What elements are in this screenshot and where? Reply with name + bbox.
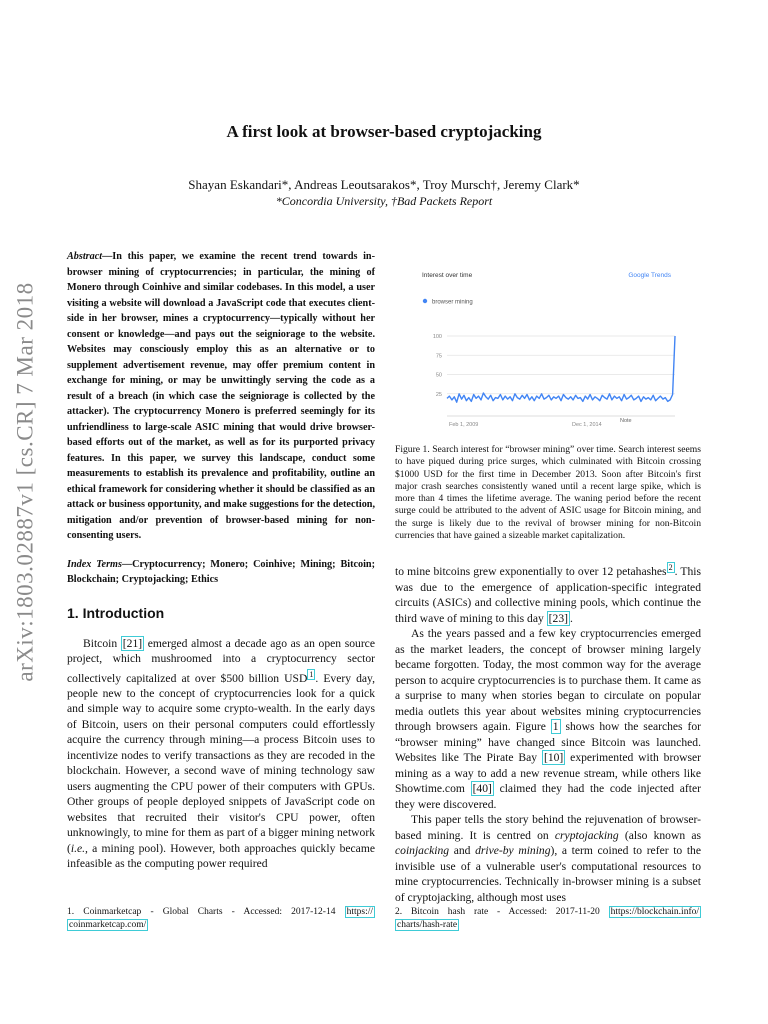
figure-link[interactable]: 1 bbox=[552, 720, 559, 734]
citation-link[interactable]: [23] bbox=[548, 611, 568, 625]
abstract bbox=[67, 249, 375, 544]
body-text: and bbox=[449, 844, 476, 858]
citation-link[interactable]: [40] bbox=[472, 782, 492, 796]
footnote-1 bbox=[67, 906, 375, 931]
body-paragraph bbox=[395, 626, 701, 812]
index-terms bbox=[67, 557, 375, 588]
intro-paragraph bbox=[67, 636, 375, 872]
figure-caption: Figure 1. Search interest for “browser mining” over time. Search interest seems to have piqued during price surges, which culminated with Bitcoin crossing $1000 USD for the first time in December 2013. Soon after Bitcoin's first major crash searches consistently waned until a recent large spike, which is more than 4 times the lifetime average. The waning period before the recent surge could be attributed to the advent of ASIC usage for Bitcoin mining, and the surge is likely due to the revival of browser mining for non-Bitcoin currencies that have gained a sizeable market capitalization. bbox=[395, 444, 701, 542]
footnote-2 bbox=[395, 906, 701, 931]
index-terms-label: Index Terms bbox=[67, 558, 122, 570]
body-paragraph bbox=[395, 560, 701, 626]
x-tick-label: Feb 1, 2009 bbox=[449, 422, 479, 428]
body-text: . bbox=[570, 611, 573, 625]
y-tick-label: 25 bbox=[435, 391, 442, 398]
legend-label: browser mining bbox=[432, 299, 473, 306]
arxiv-identifier: arXiv:1803.02887v1 [cs.CR] 7 Mar 2018 bbox=[13, 282, 38, 682]
x-tick-label: Dec 1, 2014 bbox=[572, 422, 602, 428]
right-body bbox=[395, 560, 701, 905]
footnote-url[interactable]: charts/hash-rate bbox=[397, 919, 458, 930]
footnote-link[interactable]: 2 bbox=[668, 563, 673, 573]
intro-text: . Every day, people new to the concept of cryptocurrencies look for a quick and simple way to acquire some crypto-wealth. In the early days of Bitcoin, users on their personal computers could effortlessly acquire the currency through mining—a process Bitcoin uses to incentivize nodes to verify transactions as they are recoded in the blockchain. However, a second wave of mining technology saw users augmenting the CPU power of their computers with GPUs. Other groups of people deployed snippets of JavaScript code on websites that recruited their visitor's CPU power, often unknowingly, to mine for them as part of a bigger mining network ( bbox=[67, 671, 375, 855]
series-line-browser-mining bbox=[447, 336, 675, 402]
paper-title: A first look at browser-based cryptojacking bbox=[226, 122, 542, 141]
author-list: Shayan Eskandari*, Andreas Leoutsarakos*, Troy Mursch†, Jeremy Clark* bbox=[188, 177, 580, 192]
citation-link[interactable]: [21] bbox=[122, 636, 143, 650]
body-text: This paper tells the story behind the rejuvenation of browser-based mining. It is centred on bbox=[395, 813, 701, 842]
left-column bbox=[67, 249, 375, 872]
google-trends-logo: Google Trends bbox=[628, 272, 671, 279]
abstract-text: —In this paper, we examine the recent trend towards in-browser mining of cryptocurrencies; in particular, the mining of Monero through Coinhive and similar codebases. In this model, a user visiting a website will download a JavaScript code that executes client-side in her browser, mines a cryptocurrency—typically without her consent or knowledge—and pays out the seigniorage to the website. Websites may consciously employ this as an alternative or to supplement advertisement revenue, may offer premium content in exchange for mining, or may be unwittingly serving the code as a result of a breach (in which case the seigniorage is collected by the attacker). The cryptocurrency Monero is preferred seemingly for its unfriendliness to large-scale ASIC mining that would drive browser-based efforts out of the market, as well as for its purported privacy features. In this paper, we survey this landscape, conduct some measurements to establish its prevalence and profitability, outline an ethical framework for considering whether it should be classified as an attack or business opportunity, and make suggestions for the detection, mitigation and/or prevention of browser-based mining for non-consenting users. bbox=[67, 251, 375, 541]
section-heading-introduction: 1. Introduction bbox=[67, 604, 165, 621]
y-tick-label: 75 bbox=[435, 353, 442, 360]
body-text: As the years passed and a few key cryptocurrencies emerged as the market leaders, the concept of browser mining largely became forgotten. Today, the most common way for the average person to acquire cryptocurrencies is to purchase them. It came as a surprise to many when stories began to circulate on popular media outlets this year about websites mining cryptocurrencies through browsers again. Figure bbox=[395, 627, 701, 734]
google-trends-figure bbox=[407, 256, 687, 432]
citation-link[interactable]: [10] bbox=[543, 751, 564, 765]
intro-text: i.e., bbox=[70, 841, 88, 855]
body-text: . This was due to the emergence of application-specific integrated circuits (ASICs) and collective mining pools, which continue the third wave of mining to this day bbox=[395, 565, 701, 625]
footnote-url[interactable]: https://blockchain.info/ bbox=[610, 907, 699, 917]
intro-text: a mining pool). However, both approaches quickly became infeasible as the computing power required bbox=[67, 841, 375, 871]
footnote-url[interactable]: coinmarketcap.com/ bbox=[69, 919, 147, 930]
interest-over-time-chart bbox=[407, 256, 687, 432]
body-text: to mine bitcoins grew exponentially to over 12 petahashes bbox=[395, 565, 667, 579]
footnote-url[interactable]: https:// bbox=[346, 907, 373, 917]
body-text: ), a term coined to refer to the invisible use of a vulnerable user's computational resources to mine cryptocurrencies. Technically in-browser mining is a subset of cryptojacking, although most uses bbox=[395, 844, 701, 904]
y-tick-label: 50 bbox=[435, 372, 442, 379]
body-text: drive-by mining bbox=[475, 844, 551, 858]
introduction-body bbox=[67, 636, 375, 872]
legend-dot-icon bbox=[423, 299, 427, 303]
chart-title: Interest over time bbox=[422, 272, 473, 279]
body-text: cryptojacking bbox=[554, 828, 619, 842]
index-terms-text: —Cryptocurrency; Monero; Coinhive; Mining; Bitcoin; Blockchain; Cryptojacking; Ethics bbox=[67, 558, 375, 585]
body-text: claimed they had the code injected after they were discovered. bbox=[395, 782, 701, 811]
affiliations: *Concordia University, †Bad Packets Report bbox=[275, 194, 493, 208]
body-paragraph bbox=[395, 812, 701, 905]
footnote-link[interactable]: 1 bbox=[309, 669, 314, 679]
chart-note-label: Note bbox=[620, 418, 632, 424]
body-text: coinjacking bbox=[395, 844, 450, 858]
right-column bbox=[395, 246, 701, 905]
intro-text: Bitcoin bbox=[83, 636, 121, 650]
footnote-text: 2. Bitcoin hash rate - Accessed: 2017-11-20 bbox=[395, 907, 609, 917]
intro-text: emerged almost a decade ago as an open source project, which mushroomed into a cryptocurrency sector collectively capitalized at over $500 billion USD bbox=[67, 636, 375, 685]
body-text: (also known as bbox=[618, 828, 702, 842]
y-tick-label: 100 bbox=[432, 334, 442, 340]
abstract-label: Abstract bbox=[67, 251, 103, 262]
body-text: shows how the searches for “browser mining” have changed since Bitcoin was launched. Websites like The Pirate Bay bbox=[395, 720, 701, 765]
body-text: experimented with browser mining as a way to add a new revenue stream, while others like Showtime.com bbox=[395, 751, 702, 796]
footnote-text: 1. Coinmarketcap - Global Charts - Accessed: 2017-12-14 bbox=[67, 907, 345, 917]
